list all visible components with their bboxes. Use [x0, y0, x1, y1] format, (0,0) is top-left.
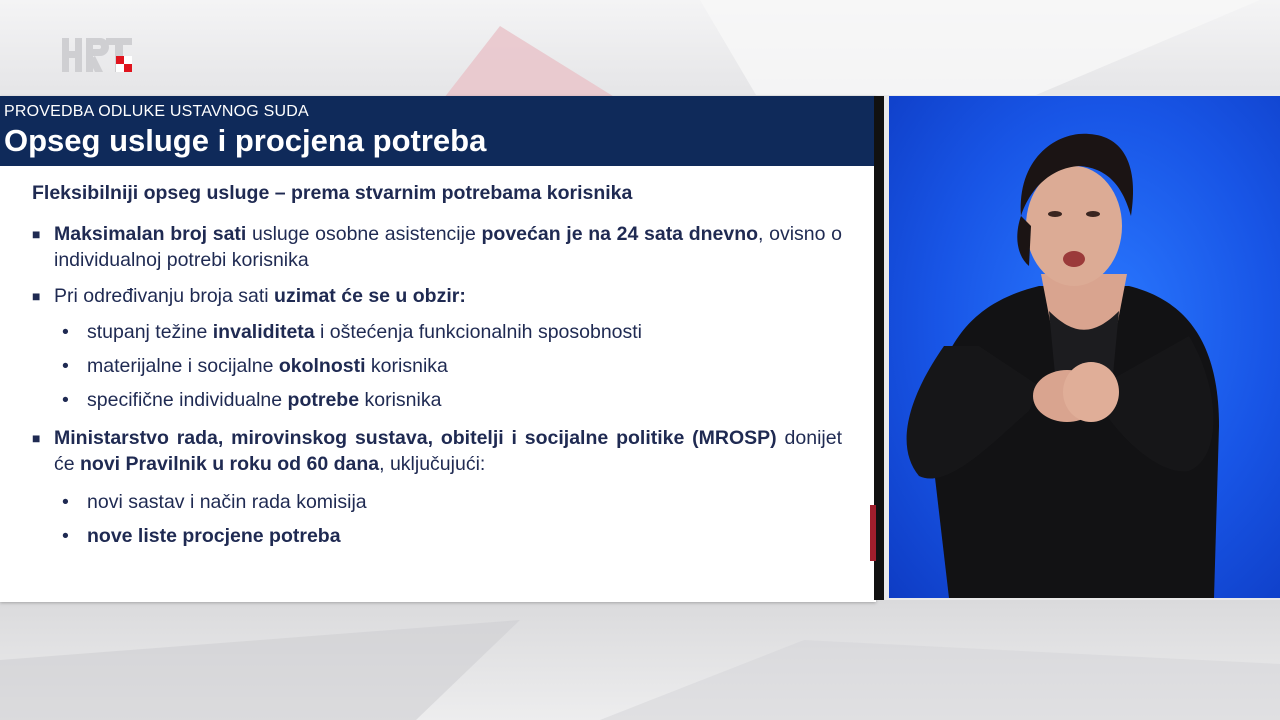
background-bottom [0, 600, 1280, 720]
background-shard [600, 640, 1280, 720]
bullet-text: Pri određivanju broja sati [54, 285, 275, 307]
background-shard [700, 0, 1260, 95]
sub-bullet-item [32, 489, 842, 515]
slide-lead: Fleksibilniji opseg usluge – prema stvarnim potrebama korisnika [32, 182, 633, 204]
bullet-text: specifične individualne [87, 389, 288, 411]
slide-content [32, 182, 842, 557]
background-top [0, 0, 1280, 90]
slide-kicker: PROVEDBA ODLUKE USTAVNOG SUDA [4, 103, 309, 120]
bullet-text-bold: potrebe [287, 389, 360, 411]
bullet-text-bold: povećan je na 24 sata dnevno [481, 223, 759, 245]
dot-bullet-icon: • [62, 321, 69, 343]
bullet-item [32, 221, 842, 273]
dot-bullet-icon: • [62, 355, 69, 377]
bullet-item [32, 283, 842, 309]
bullet-text: i oštećenja funkcionalnih sposobnosti [314, 321, 643, 343]
bullet-text: materijalne i socijalne [87, 355, 279, 377]
bullet-text: , uključujući: [379, 453, 486, 475]
bullet-text: usluge osobne asistencije [246, 223, 482, 245]
slide-header [0, 96, 874, 166]
interpreter-video [889, 96, 1280, 598]
bullet-text-bold: Maksimalan broj sati [54, 223, 247, 245]
interpreter-figure [889, 96, 1280, 598]
dot-bullet-icon: • [62, 491, 69, 513]
square-bullet-icon: ■ [32, 288, 41, 304]
hrt-logo [60, 36, 138, 76]
bullet-text-bold: nove liste procjene potreba [87, 525, 341, 547]
bullet-item [32, 425, 842, 477]
square-bullet-icon: ■ [32, 226, 41, 242]
sub-bullet-item [32, 353, 842, 379]
bullet-text-bold: okolnosti [278, 355, 366, 377]
bullet-text: donijet će [54, 427, 842, 475]
square-bullet-icon: ■ [32, 430, 41, 446]
dot-bullet-icon: • [62, 389, 69, 411]
sub-bullet-item [32, 319, 842, 345]
dot-bullet-icon: • [62, 525, 69, 547]
presentation-slide [0, 96, 876, 602]
sub-bullet-item [32, 387, 842, 413]
bullet-text: korisnika [359, 389, 442, 411]
slide-edge-accent [870, 505, 876, 561]
bullet-text: stupanj težine [87, 321, 213, 343]
bullet-text: , ovisno o individualnoj potrebi korisnika [54, 223, 843, 271]
background-shard [0, 620, 520, 720]
bullet-text-bold: invaliditeta [212, 321, 315, 343]
bullet-text-bold: uzimat će se u obzir: [274, 285, 466, 307]
slide-title: Opseg usluge i procjena potreba [4, 123, 487, 158]
bullet-text: korisnika [365, 355, 448, 377]
bullet-text: novi sastav i način rada komisija [87, 491, 367, 513]
sub-bullet-item [32, 523, 842, 549]
bullet-text-bold: Ministarstvo rada, mirovinskog sustava, obitelji i socijalne politike (MROSP) [54, 427, 777, 449]
bullet-text-bold: novi Pravilnik u roku od 60 dana [80, 453, 380, 475]
